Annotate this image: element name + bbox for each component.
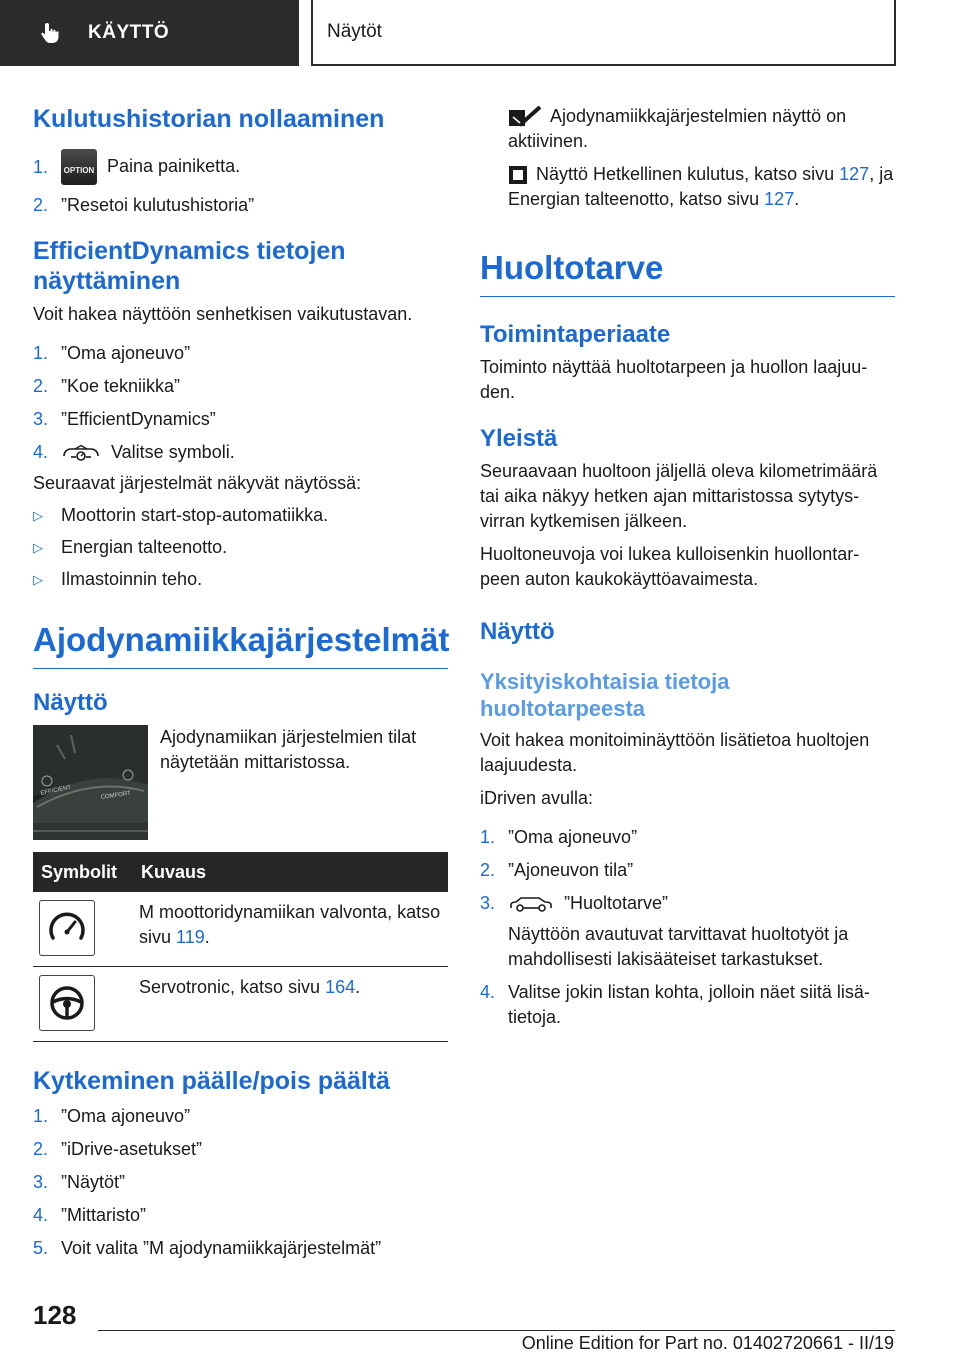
edition-text: Online Edition for Part no. 01402720661 - II/19 (521, 1333, 894, 1353)
list-item (33, 1203, 448, 1228)
list-item (480, 825, 895, 850)
footer-divider (98, 1330, 895, 1331)
step-text: ”EfficientDynamics” (61, 409, 216, 429)
step-number: 2. (33, 376, 49, 396)
list-item (33, 149, 448, 185)
page-link[interactable]: 164 (325, 977, 356, 997)
switch-steps (33, 1104, 448, 1261)
detail-title (480, 668, 895, 722)
right-column (480, 104, 895, 1038)
chapter-tab (311, 0, 896, 66)
table-row: M moottoridynamiikan valvonta, katso sivu 119. (33, 892, 448, 967)
step-number: 3. (480, 893, 496, 913)
page-number: 128 (33, 1300, 77, 1330)
gauge-icon (45, 906, 89, 950)
list-item (33, 535, 448, 560)
row-text: M moottoridynamiikan valvonta, katso sivu (139, 902, 441, 947)
ed-systems-intro: Seuraavat järjestelmät näkyvät näytössä: (33, 473, 362, 493)
principle-title: Toimintaperiaate (480, 321, 671, 348)
step-text: ”Näytöt” (61, 1172, 126, 1192)
section-tab (0, 0, 299, 66)
momentary-end: . (794, 189, 800, 209)
reset-title: Kulutushistorian nollaaminen (33, 105, 385, 133)
ed-steps (33, 341, 448, 465)
display-figure (33, 725, 448, 840)
idrive-label: iDriven avulla: (480, 788, 594, 808)
list-item (33, 567, 448, 592)
steering-wheel-icon (45, 981, 89, 1025)
list-item (33, 407, 448, 432)
service-display-title: Näyttö (480, 618, 555, 645)
active-row (480, 104, 895, 154)
row-text: Servotronic, katso sivu (139, 977, 326, 997)
momentary-pre: Näyttö Hetkellinen kulutus, katso sivu (536, 164, 840, 184)
triangle-bullet-icon: ▷ (33, 540, 43, 555)
checkbox-filled-icon (508, 165, 528, 185)
step-text: ”iDrive-asetukset” (61, 1139, 203, 1159)
step-text: Paina painiketta. (107, 155, 241, 176)
cluster-photo (33, 725, 148, 840)
page-link[interactable]: 127 (764, 189, 795, 209)
display-caption: Ajodynamiikan järjestelmien tilat näytetään mittaristossa. (160, 727, 417, 772)
option-button-icon: OPTION (61, 149, 97, 185)
col-symbols: Symbolit (33, 852, 133, 892)
item-text: Ilmastoinnin teho. (61, 569, 203, 589)
step-number: 1. (33, 343, 49, 363)
checkbox-checked-icon (508, 106, 542, 128)
step-text: ”Koe tekniikka” (61, 376, 181, 396)
general-p1: Seuraavaan huoltoon jäljellä oleva kilometrimäärä tai aika näkyy hetken ajan mittaristossa sytytys-virran kytkemisen jälkeen. (480, 461, 878, 531)
list-item (33, 440, 448, 465)
ed-title-line2: näyttäminen (33, 267, 181, 295)
momentary-row (480, 162, 895, 212)
page-link[interactable]: 119 (176, 927, 205, 947)
list-item (33, 374, 448, 399)
principle-text: Toiminto näyttää huoltotarpeen ja huollon laajuu-den. (480, 357, 868, 402)
item-text: Energian talteenotto. (61, 537, 228, 557)
list-item (33, 341, 448, 366)
car-gauge-icon (61, 444, 101, 462)
detail-title-line2: huoltotarpeesta (480, 696, 646, 721)
switch-title: Kytkeminen päälle/pois päältä (33, 1067, 391, 1095)
step-text: Valitse jokin listan kohta, jolloin näet siitä lisä-tietoja. (508, 982, 870, 1027)
photo-efficient-label: EFFICIENT (40, 784, 72, 797)
general-title: Yleistä (480, 425, 558, 452)
step-sub-text: Näyttöön avautuvat tarvittavat huoltotyöt ja mahdollisesti lakisääteiset tarkastukset. (508, 924, 849, 969)
symbol-table (33, 852, 448, 1042)
item-text: Moottorin start-stop-automatiikka. (61, 505, 329, 525)
step-text: Valitse symboli. (111, 442, 235, 462)
triangle-bullet-icon: ▷ (33, 572, 43, 587)
step-text: ”Oma ajoneuvo” (508, 827, 638, 847)
step-text: ”Huoltotarve” (564, 893, 669, 913)
step-number: 5. (33, 1238, 49, 1258)
step-text: ”Resetoi kulutushistoria” (61, 195, 255, 215)
triangle-bullet-icon: ▷ (33, 508, 43, 523)
detail-intro: Voit hakea monitoiminäyttöön lisätietoa huoltojen laajuudesta. (480, 730, 870, 775)
step-number: 4. (33, 1205, 49, 1225)
step-number: 1. (480, 827, 496, 847)
list-item (33, 1104, 448, 1129)
step-text: ”Mittaristo” (61, 1205, 146, 1225)
step-number: 3. (33, 409, 49, 429)
list-item (480, 980, 895, 1030)
list-item (480, 891, 895, 972)
section-label: KÄYTTÖ (88, 22, 170, 43)
step-number: 3. (33, 1172, 49, 1192)
page-link[interactable]: 127 (839, 164, 870, 184)
col-description: Kuvaus (133, 852, 448, 892)
list-item (33, 503, 448, 528)
chapter-label: Näytöt (327, 21, 382, 42)
service-title: Huoltotarve (480, 248, 895, 297)
list-item (33, 1236, 448, 1261)
ed-systems-list (33, 503, 448, 592)
step-number: 4. (33, 442, 49, 462)
list-item (480, 858, 895, 883)
active-text: Ajodynamiikkajärjestelmien näyttö on aktiivinen. (508, 106, 847, 151)
step-number: 1. (33, 156, 49, 177)
table-row: Servotronic, katso sivu 164. (33, 967, 448, 1042)
step-text: ”Ajoneuvon tila” (508, 860, 634, 880)
step-number: 4. (480, 982, 496, 1002)
ed-intro: Voit hakea näyttöön senhetkisen vaikutustavan. (33, 304, 413, 324)
step-text: ”Oma ajoneuvo” (61, 343, 191, 363)
reset-steps (33, 149, 448, 218)
drive-systems-title: Ajodynamiikkajärjestelmät (33, 620, 448, 669)
display-title: Näyttö (33, 689, 108, 716)
list-item (33, 1170, 448, 1195)
step-number: 2. (33, 1139, 49, 1159)
left-column (33, 100, 448, 1269)
step-text: Voit valita ”M ajodynamiikkajärjestelmät” (61, 1238, 382, 1258)
step-text: ”Oma ajoneuvo” (61, 1106, 191, 1126)
list-item (33, 193, 448, 218)
car-icon (508, 895, 554, 913)
momentary-mid: , ja Energian talteenotto, katso sivu (508, 164, 894, 209)
step-number: 1. (33, 1106, 49, 1126)
general-p2: Huoltoneuvoja voi lukea kulloisenkin huollontar-peen auton kaukokäyttöavaimesta. (480, 544, 860, 589)
hand-pointer-icon (38, 21, 62, 45)
ed-title-line1: EfficientDynamics tietojen (33, 237, 346, 265)
detail-title-line1: Yksityiskohtaisia tietoja (480, 669, 730, 694)
service-steps (480, 825, 895, 1030)
list-item (33, 1137, 448, 1162)
photo-comfort-label: COMFORT (100, 790, 132, 801)
ed-title (33, 236, 448, 296)
step-number: 2. (33, 195, 49, 215)
step-number: 2. (480, 860, 496, 880)
